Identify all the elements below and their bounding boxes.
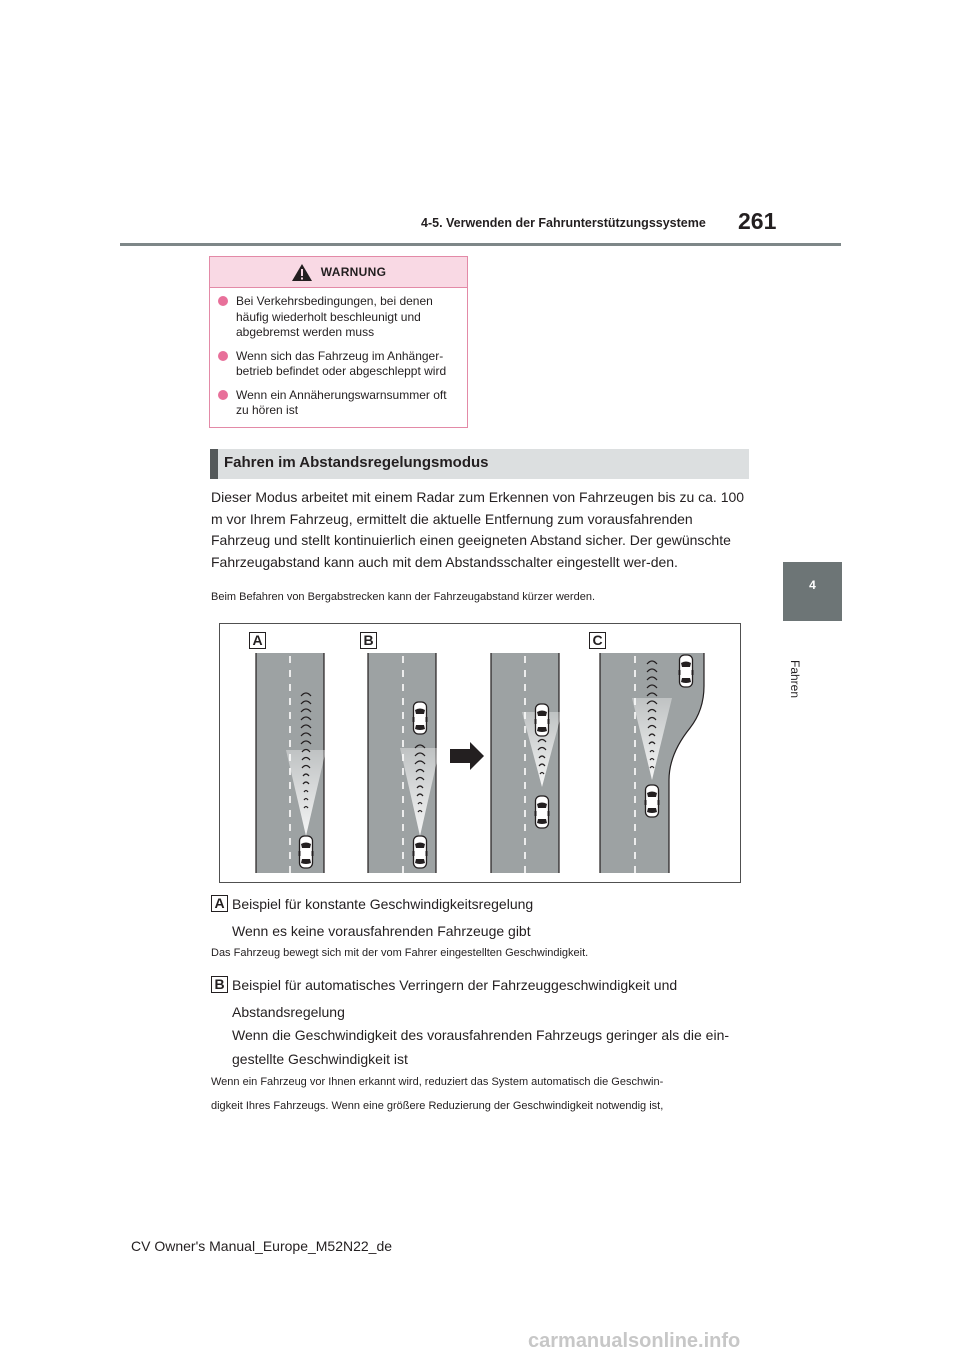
caption-b-note-2: digkeit Ihres Fahrzeugs. Wenn eine größere Reduzierung der Geschwindigkeit notwendig ist, (211, 1100, 664, 1112)
lane-b2 (491, 653, 562, 873)
warning-triangle-icon (291, 263, 313, 282)
warning-item (218, 294, 457, 341)
figure-label-b: B (360, 632, 377, 649)
transition-arrow-icon (450, 742, 484, 770)
caption-a-row (211, 895, 228, 913)
footer-manual-id: CV Owner's Manual_Europe_M52N22_de (131, 1238, 393, 1254)
warning-item (218, 388, 457, 419)
caption-a-condition: Wenn es keine vorausfahrenden Fahrzeuge gibt (232, 923, 531, 939)
section-heading-text: Fahren im Abstandsregelungsmodus (224, 454, 489, 471)
chapter-title (786, 660, 806, 720)
section-heading (210, 449, 749, 479)
lane-a (256, 653, 326, 873)
caption-b-note-1: Wenn ein Fahrzeug vor Ihnen erkannt wird, reduziert das System automatisch die Geschwin- (211, 1076, 664, 1088)
lane-c (600, 653, 704, 873)
section-header: 4-5. Verwenden der Fahrunterstützungssysteme (421, 216, 706, 230)
figure-label-c: C (589, 632, 606, 649)
note-text: Beim Befahren von Bergabstrecken kann der Fahrzeugabstand kürzer werden. (211, 591, 595, 603)
warning-item-text: Wenn sich das Fahrzeug im Anhänger-betrieb befindet oder abgeschleppt wird (236, 348, 447, 378)
caption-b-condition-1: Wenn die Geschwindigkeit des vorausfahrenden Fahrzeugs geringer als die ein- (232, 1027, 730, 1043)
figure-label-a: A (249, 632, 266, 649)
warning-item-text: Bei Verkehrsbedingungen, bei denen häufig wiederholt beschleunigt und abgebremst werden muss (236, 294, 433, 339)
page-number: 261 (738, 208, 777, 234)
caption-b-title-1: Beispiel für automatisches Verringern der Fahrzeuggeschwindigkeit und (232, 977, 678, 993)
caption-a-label: A (211, 895, 228, 912)
warning-title: WARNUNG (320, 265, 387, 279)
header-rule (120, 243, 841, 246)
warning-item-text: Wenn ein Annäherungswarnsummer oft zu hören ist (236, 387, 447, 417)
body-paragraph: Dieser Modus arbeitet mit einem Radar zum Erkennen von Fahrzeugen bis zu ca. 100 m vor Ihrem Fahrzeug, ermittelt die aktuelle Entfernung zum vorausfahrenden Fahrzeug und stellt kontinuierlich einen geeigneten Abstand sicher. Der gewünschte Fahrzeugabstand kann auch mit dem Abstandsschalter eingestellt wer-den. (211, 489, 745, 570)
caption-b-title-2: Abstandsregelung (232, 1004, 345, 1020)
bullet-icon (218, 296, 228, 306)
chapter-tab[interactable] (783, 562, 842, 621)
bullet-icon (218, 390, 228, 400)
lane-b1 (368, 653, 440, 873)
caption-b-row (211, 976, 228, 994)
chapter-title-text: Fahren (788, 660, 802, 699)
chapter-number: 4 (809, 578, 816, 592)
warning-item (218, 349, 457, 380)
caption-b-condition-2: gestellte Geschwindigkeit ist (232, 1051, 408, 1067)
acc-illustration (219, 623, 741, 883)
heading-bar (210, 449, 218, 479)
warning-box (209, 256, 468, 428)
caption-a-title: Beispiel für konstante Geschwindigkeitsregelung (232, 896, 534, 912)
caption-b-label: B (211, 976, 228, 993)
road-scene (220, 624, 740, 882)
bullet-icon (218, 351, 228, 361)
caption-a-note: Das Fahrzeug bewegt sich mit der vom Fahrer eingestellten Geschwindigkeit. (211, 947, 589, 959)
warning-header (210, 257, 467, 288)
watermark[interactable]: carmanualsonline.info (528, 1330, 741, 1352)
